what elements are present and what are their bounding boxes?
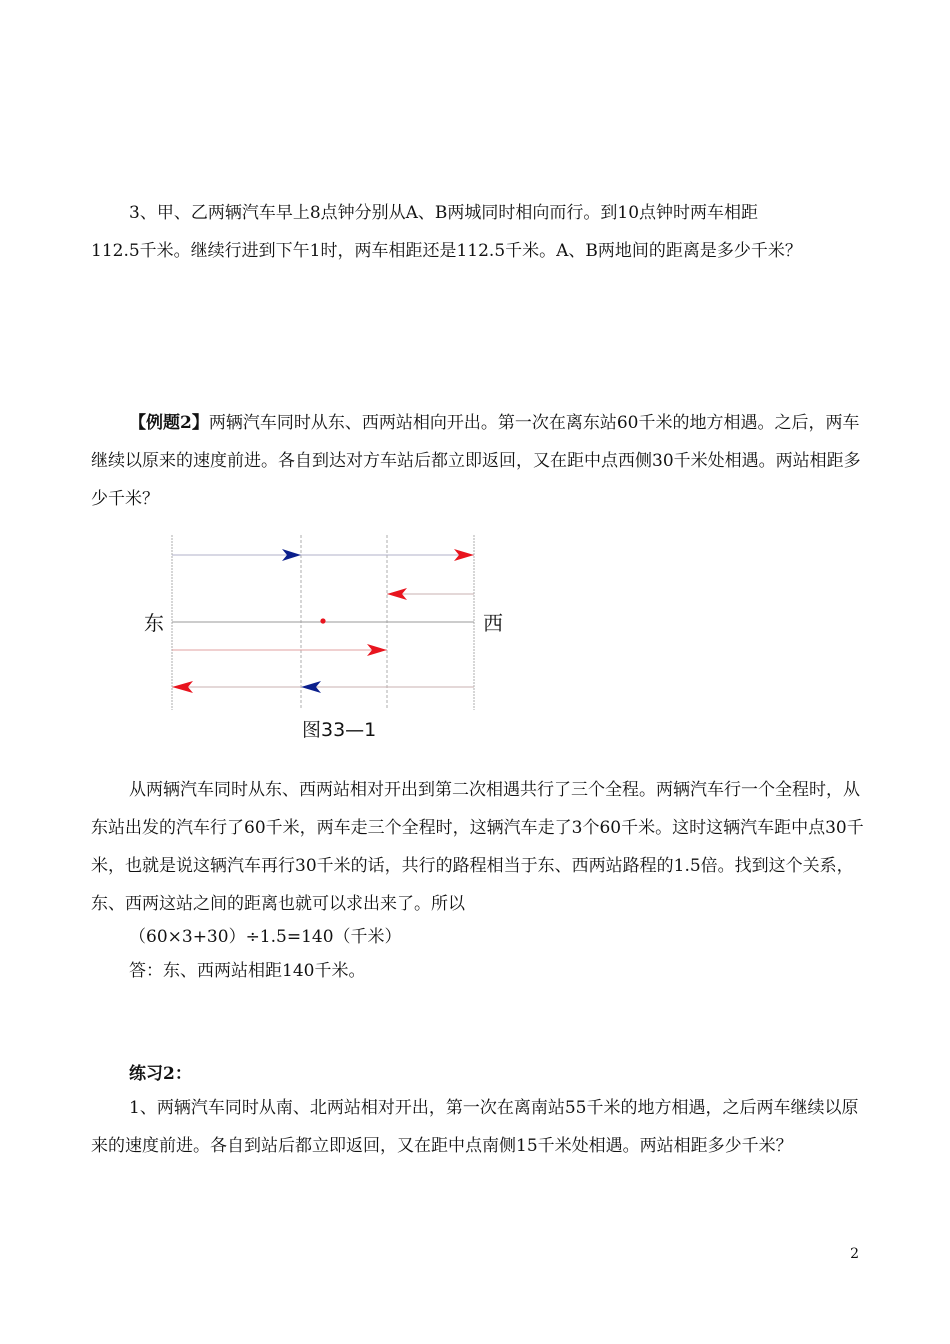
problem-3-line-2: 112.5千米。继续行进到下午1时，两车相距还是112.5千米。A、B两地间的距离是多少千米？ [91,241,802,261]
problem-3-line-1: 3、甲、乙两辆汽车早上8点钟分别从A、B两城同时相向而行。到10点钟时两车相距 [129,203,759,223]
meeting-diagram [130,530,510,745]
figure-caption: 图33—1 [302,719,377,741]
label-west: 西 [483,611,503,635]
solution-formula: （60×3+30）÷1.5=140（千米） [129,927,402,947]
example-2-paragraph [91,404,871,518]
midpoint-dot [320,618,325,623]
solution-answer: 答：东、西两站相距140千米。 [129,961,366,981]
page-number: 2 [850,1246,859,1262]
practice-2-problem-1: 1、两辆汽车同时从南、北两站相对开出，第一次在离南站55千米的地方相遇，之后两车继续以原来的速度前进。各自到站后都立即返回，又在距中点南侧15千米处相遇。两站相距多少千米？ [91,1098,859,1156]
example-2-text: 两辆汽车同时从东、西两站相向开出。第一次在离东站60千米的地方相遇。之后，两车继续以原来的速度前进。各自到达对方车站后都立即返回，又在距中点西侧30千米处相遇。两站相距多少千米？ [91,413,861,509]
practice-2-title: 练习2： [129,1064,192,1084]
label-east: 东 [144,611,164,635]
example-2-label: 【例题2】 [129,413,209,433]
solution-paragraph: 从两辆汽车同时从东、西两站相对开出到第二次相遇共行了三个全程。两辆汽车行一个全程时，从东站出发的汽车行了60千米，两车走三个全程时，这辆汽车走了3个60千米。这时这辆汽车距中点30千米，也就是说这辆汽车再行30千米的话，共行的路程相当于东、西两站路程的1.5倍。找到这个关系，东、西两这站之间的距离也就可以求出来了。所以 [91,780,864,914]
